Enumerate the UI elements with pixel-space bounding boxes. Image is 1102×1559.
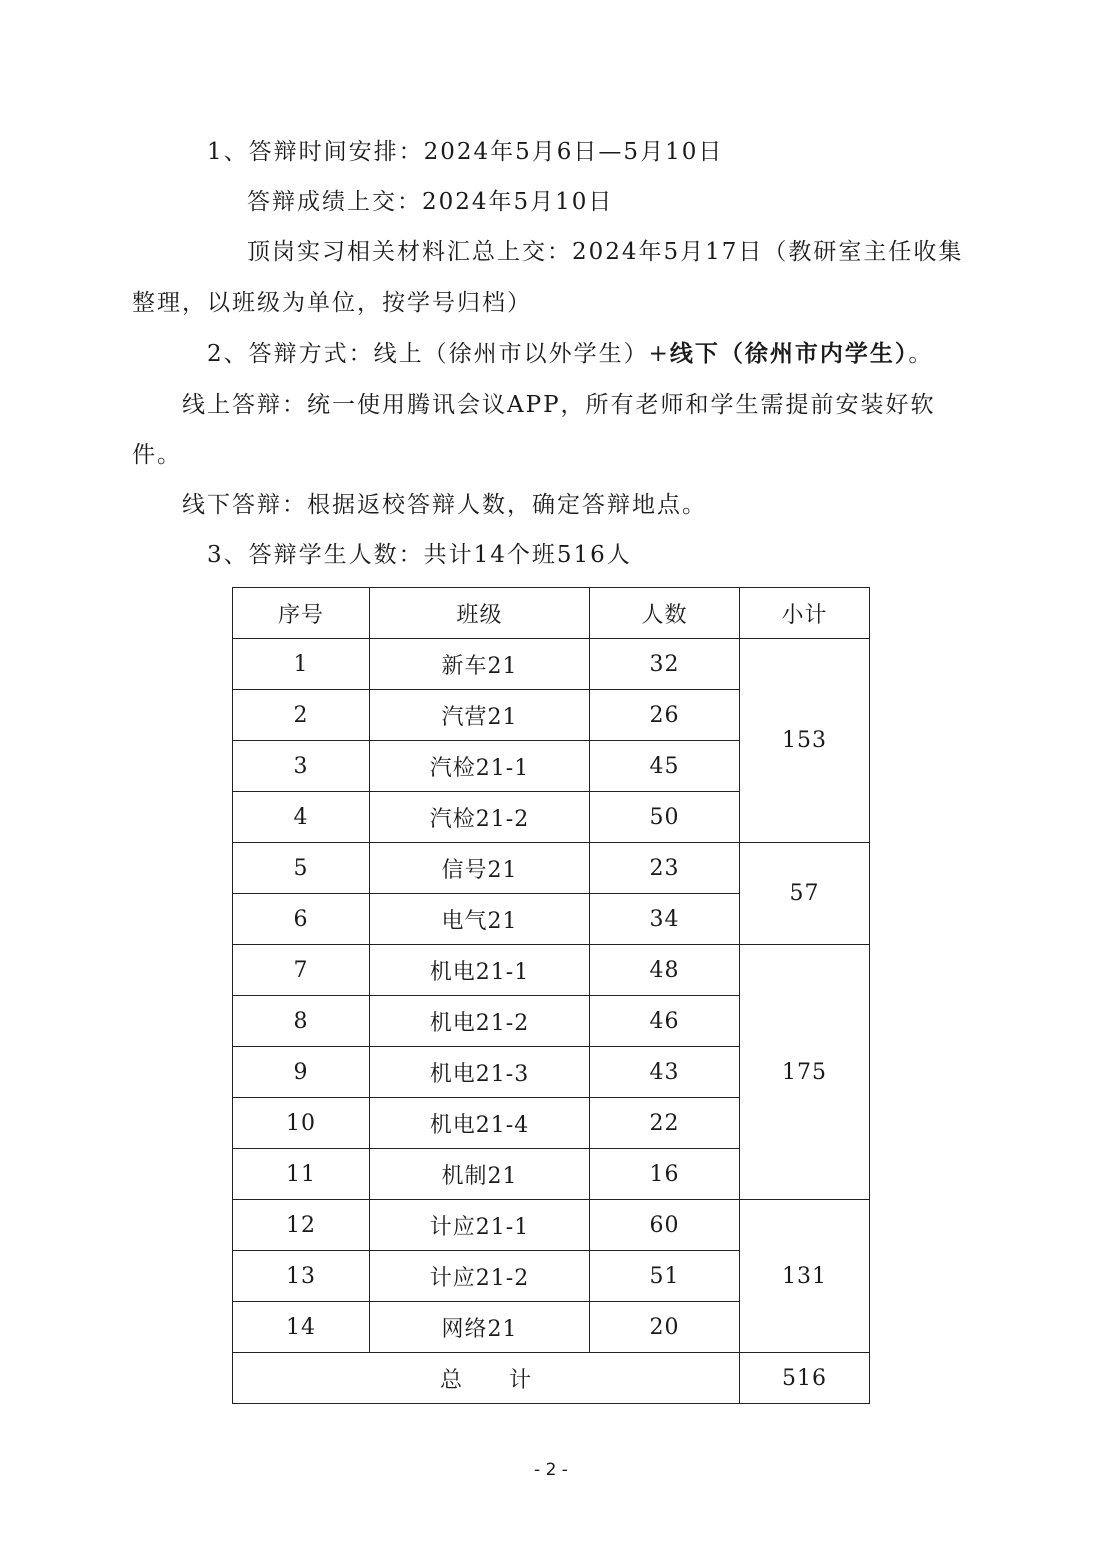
cell-class: 电气21 (370, 894, 590, 945)
cell-serial: 1 (233, 639, 370, 690)
cell-serial: 6 (233, 894, 370, 945)
cell-class: 信号21 (370, 843, 590, 894)
item-3-student-count: 3、答辩学生人数：共计14个班516人 (207, 542, 632, 568)
header-serial: 序号 (233, 588, 370, 639)
cell-serial: 3 (233, 741, 370, 792)
cell-class: 汽检21-1 (370, 741, 590, 792)
defense-method-offline: 线下（徐州市内学生） (669, 340, 909, 367)
cell-class: 机电21-2 (370, 996, 590, 1047)
table-header-row (233, 588, 870, 639)
table-row (233, 639, 870, 690)
cell-serial: 8 (233, 996, 370, 1047)
cell-count: 22 (590, 1098, 740, 1149)
cell-count: 60 (590, 1200, 740, 1251)
cell-class: 计应21-1 (370, 1200, 590, 1251)
cell-serial: 12 (233, 1200, 370, 1251)
defense-method-end: 。 (908, 341, 934, 367)
cell-class: 机制21 (370, 1149, 590, 1200)
table-total-row (233, 1353, 870, 1404)
cell-class: 汽营21 (370, 690, 590, 741)
cell-class: 新车21 (370, 639, 590, 690)
cell-subtotal: 175 (740, 945, 870, 1200)
cell-count: 46 (590, 996, 740, 1047)
cell-count: 43 (590, 1047, 740, 1098)
header-class: 班级 (370, 588, 590, 639)
cell-count: 51 (590, 1251, 740, 1302)
cell-serial: 9 (233, 1047, 370, 1098)
cell-serial: 7 (233, 945, 370, 996)
cell-serial: 13 (233, 1251, 370, 1302)
cell-subtotal: 57 (740, 843, 870, 945)
cell-serial: 2 (233, 690, 370, 741)
cell-class: 机电21-4 (370, 1098, 590, 1149)
materials-submission-line1: 顶岗实习相关材料汇总上交：2024年5月17日（教研室主任收集 (247, 239, 964, 265)
online-defense-line1: 线上答辩：统一使用腾讯会议APP，所有老师和学生需提前安装好软 (182, 392, 936, 418)
cell-class: 网络21 (370, 1302, 590, 1353)
student-count-table (232, 587, 870, 1404)
table-row (233, 1200, 870, 1251)
cell-class: 汽检21-2 (370, 792, 590, 843)
cell-count: 50 (590, 792, 740, 843)
table-row (233, 945, 870, 996)
total-label: 总 计 (233, 1353, 740, 1404)
cell-class: 机电21-1 (370, 945, 590, 996)
cell-count: 34 (590, 894, 740, 945)
cell-count: 48 (590, 945, 740, 996)
cell-serial: 14 (233, 1302, 370, 1353)
cell-serial: 10 (233, 1098, 370, 1149)
materials-submission-line2: 整理，以班级为单位，按学号归档） (132, 290, 532, 316)
cell-serial: 4 (233, 792, 370, 843)
cell-count: 45 (590, 741, 740, 792)
item-2-defense-method (207, 339, 933, 369)
cell-class: 计应21-2 (370, 1251, 590, 1302)
grade-submission: 答辩成绩上交：2024年5月10日 (247, 189, 614, 215)
cell-count: 20 (590, 1302, 740, 1353)
table-row (233, 843, 870, 894)
online-defense-line2: 件。 (132, 442, 182, 468)
header-subtotal: 小计 (740, 588, 870, 639)
cell-count: 16 (590, 1149, 740, 1200)
page-number: - 2 - (534, 1460, 568, 1480)
cell-count: 32 (590, 639, 740, 690)
cell-subtotal: 153 (740, 639, 870, 843)
cell-count: 26 (590, 690, 740, 741)
cell-class: 机电21-3 (370, 1047, 590, 1098)
cell-count: 23 (590, 843, 740, 894)
total-value: 516 (740, 1353, 870, 1404)
offline-defense: 线下答辩：根据返校答辩人数，确定答辩地点。 (182, 492, 707, 518)
header-count: 人数 (590, 588, 740, 639)
cell-serial: 11 (233, 1149, 370, 1200)
cell-subtotal: 131 (740, 1200, 870, 1353)
item-1-schedule: 1、答辩时间安排：2024年5月6日—5月10日 (207, 139, 724, 165)
defense-method-online: 2、答辩方式：线上（徐州市以外学生）+ (207, 341, 670, 367)
cell-serial: 5 (233, 843, 370, 894)
